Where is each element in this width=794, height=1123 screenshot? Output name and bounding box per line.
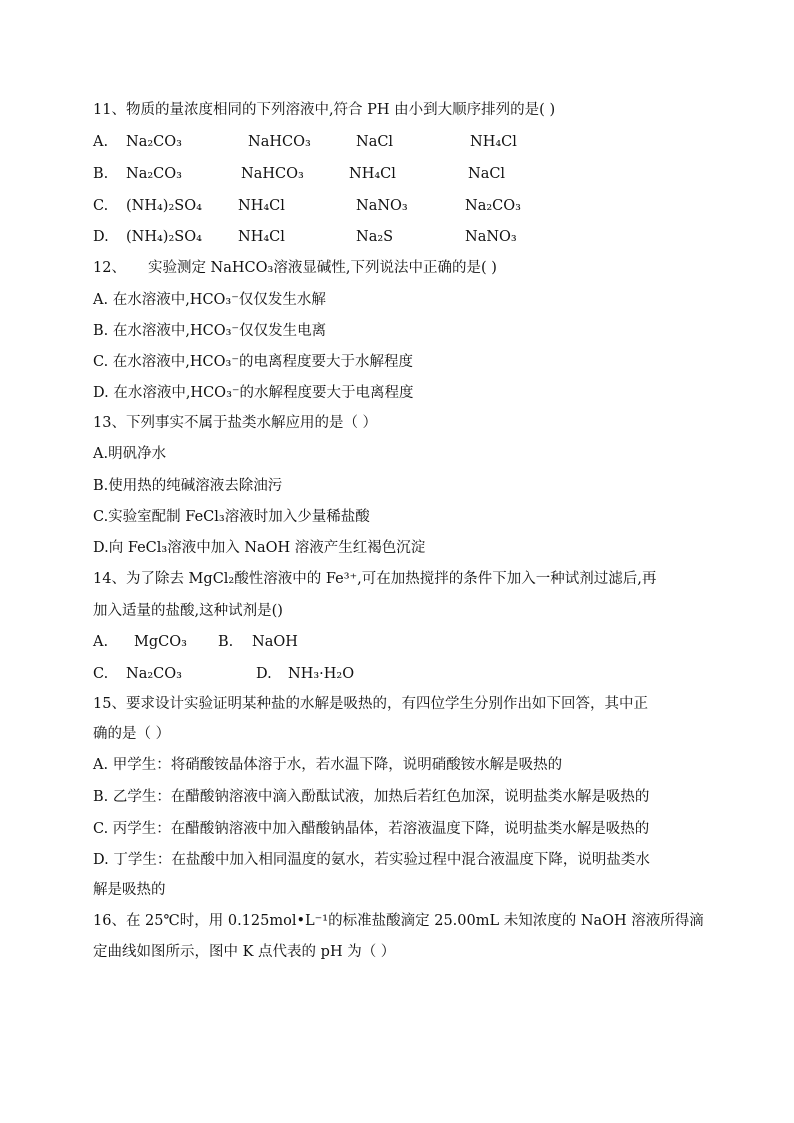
- q11-c-1: (NH₄)₂SO₄: [126, 198, 202, 214]
- q11-a-3: NaCl: [356, 134, 394, 150]
- q14-stem-line-2: 加入适量的盐酸,这种试剂是(): [93, 603, 283, 619]
- q15-option-d-line-2: 解是吸热的: [93, 882, 166, 898]
- q15-option-c: C. 丙学生：在醋酸钠溶液中加入醋酸钠晶体，若溶液温度下降，说明盐类水解是吸热的: [93, 821, 650, 837]
- q13-option-c: C.实验室配制 FeCl₃溶液时加入少量稀盐酸: [93, 509, 370, 525]
- q14-b-label: B.: [218, 634, 234, 650]
- q11-c-2: NH₄Cl: [238, 198, 285, 214]
- q11-c-4: Na₂CO₃: [465, 198, 521, 214]
- q11-d-2: NH₄Cl: [238, 229, 285, 245]
- q14-option-a: MgCO₃: [134, 634, 187, 650]
- q11-a-1: Na₂CO₃: [126, 134, 182, 150]
- q14-c-label: C.: [93, 666, 109, 682]
- q14-option-c: Na₂CO₃: [126, 666, 182, 682]
- q15-option-a: A. 甲学生：将硝酸铵晶体溶于水，若水温下降，说明硝酸铵水解是吸热的: [93, 757, 563, 773]
- q12-option-a: A. 在水溶液中,HCO₃⁻仅仅发生水解: [93, 292, 326, 308]
- q11-b-2: NaHCO₃: [241, 166, 304, 182]
- q15-stem-line-1: 15、要求设计实验证明某种盐的水解是吸热的，有四位学生分别作出如下回答，其中正: [93, 696, 648, 712]
- q11-c-3: NaNO₃: [356, 198, 408, 214]
- q11-a-2: NaHCO₃: [248, 134, 311, 150]
- q15-option-b: B. 乙学生：在醋酸钠溶液中滴入酚酞试液，加热后若红色加深，说明盐类水解是吸热的: [93, 789, 650, 805]
- q16-stem-line-1: 16、在 25℃时，用 0.125mol•L⁻¹的标准盐酸滴定 25.00mL 未知浓度的 NaOH 溶液所得滴: [93, 913, 704, 929]
- q11-stem: 11、物质的量浓度相同的下列溶液中,符合 PH 由小到大顺序排列的是( ): [93, 102, 556, 118]
- q12-stem-text: 实验测定 NaHCO₃溶液显碱性,下列说法中正确的是( ): [147, 260, 497, 276]
- q11-a-4: NH₄Cl: [470, 134, 517, 150]
- q11-b-3: NH₄Cl: [349, 166, 396, 182]
- q11-b-label: B.: [93, 166, 109, 182]
- q11-d-label: D.: [93, 229, 109, 245]
- q13-stem: 13、下列事实不属于盐类水解应用的是（ ）: [93, 415, 378, 431]
- q12-option-b: B. 在水溶液中,HCO₃⁻仅仅发生电离: [93, 323, 327, 339]
- q14-stem-line-1: 14、为了除去 MgCl₂酸性溶液中的 Fe³⁺,可在加热搅拌的条件下加入一种试剂过滤后,再: [93, 571, 657, 587]
- q11-c-label: C.: [93, 198, 109, 214]
- q13-option-a: A.明矾净水: [93, 446, 167, 462]
- q11-b-4: NaCl: [468, 166, 506, 182]
- q11-d-3: Na₂S: [356, 229, 394, 245]
- q14-a-label: A.: [93, 634, 109, 650]
- q11-d-1: (NH₄)₂SO₄: [126, 229, 202, 245]
- q12-option-c: C. 在水溶液中,HCO₃⁻的电离程度要大于水解程度: [93, 354, 413, 370]
- q12-stem: [93, 258, 497, 278]
- q13-option-b: B.使用热的纯碱溶液去除油污: [93, 478, 283, 494]
- q15-stem-line-2: 确的是（ ）: [93, 726, 171, 742]
- q11-b-1: Na₂CO₃: [126, 166, 182, 182]
- q14-option-b: NaOH: [252, 634, 298, 650]
- q14-option-d: NH₃·H₂O: [288, 666, 355, 682]
- q11-a-label: A.: [93, 134, 109, 150]
- q12-option-d: D. 在水溶液中,HCO₃⁻的水解程度要大于电离程度: [93, 385, 414, 401]
- q12-number: 12、: [93, 260, 126, 276]
- q16-stem-line-2: 定曲线如图所示，图中 K 点代表的 pH 为（ ）: [93, 944, 396, 960]
- q14-d-label: D.: [256, 666, 272, 682]
- q11-d-4: NaNO₃: [465, 229, 517, 245]
- q15-option-d-line-1: D. 丁学生：在盐酸中加入相同温度的氨水，若实验过程中混合液温度下降，说明盐类水: [93, 852, 650, 868]
- q13-option-d: D.向 FeCl₃溶液中加入 NaOH 溶液产生红褐色沉淀: [93, 540, 426, 556]
